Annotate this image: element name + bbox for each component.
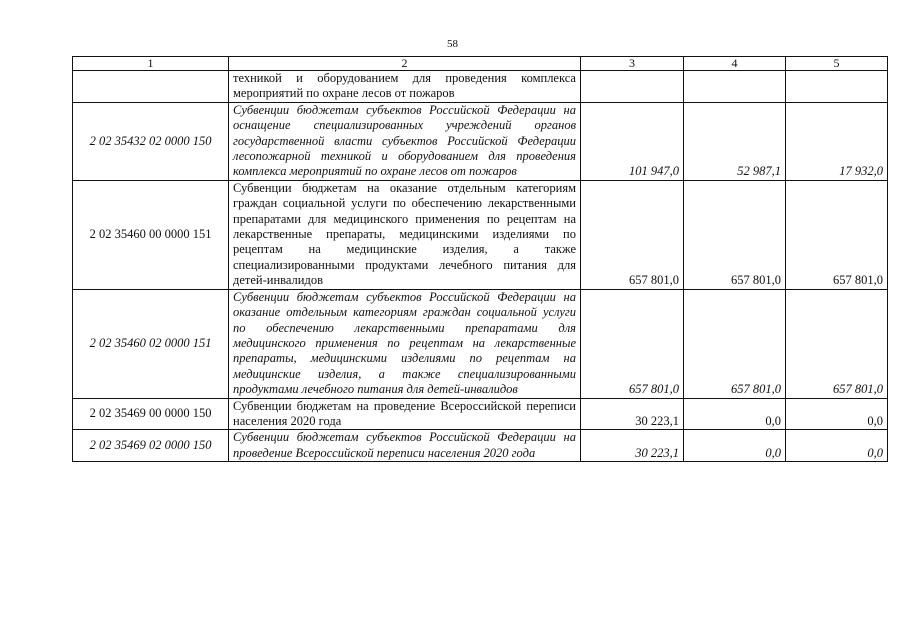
column-header: 3 [581,57,684,71]
table-row [73,430,888,462]
row-value-col4 [684,71,786,103]
row-code [73,71,229,103]
row-value-col5: 657 801,0 [786,180,888,289]
row-code: 2 02 35460 00 0000 151 [73,180,229,289]
table-row [73,398,888,430]
row-code: 2 02 35469 00 0000 150 [73,398,229,430]
row-code: 2 02 35469 02 0000 150 [73,430,229,462]
row-description: Субвенции бюджетам субъектов Российской Федерации на проведение Всероссийской переписи населения 2020 года [229,430,581,462]
column-header: 4 [684,57,786,71]
table-row [73,289,888,398]
row-description: Субвенции бюджетам субъектов Российской Федерации на оснащение специализированных учреждений органов государственной власти субъектов Российской Федерации лесопожарной техникой и оборудованием для проведения комплекса мероприятий по охране лесов от пожаров [229,102,581,180]
row-value-col5: 0,0 [786,398,888,430]
row-description: Субвенции бюджетам на оказание отдельным категориям граждан социальной услуги по обеспечению лекарственными препаратами для медицинского применения по рецептам на лекарственные препараты, медицинскими изделиями по рецептам на медицинские изделия, а также специализированными продуктами лечебного питания для детей-инвалидов [229,180,581,289]
page-number: 58 [447,38,458,50]
table-row [73,180,888,289]
row-value-col3 [581,71,684,103]
row-value-col5: 17 932,0 [786,102,888,180]
row-description: Субвенции бюджетам субъектов Российской Федерации на оказание отдельным категориям граждан социальной услуги по обеспечению лекарственными препаратами для медицинского применения по рецептам на лекарственные препараты, медицинскими изделиями по рецептам на медицинские изделия, а также специализированными продуктами лечебного питания для детей-инвалидов [229,289,581,398]
row-code: 2 02 35460 02 0000 151 [73,289,229,398]
row-value-col4: 52 987,1 [684,102,786,180]
row-value-col4: 0,0 [684,398,786,430]
row-value-col3: 657 801,0 [581,180,684,289]
row-value-col5: 0,0 [786,430,888,462]
row-value-col3: 657 801,0 [581,289,684,398]
column-header: 2 [229,57,581,71]
row-description: техникой и оборудованием для проведения комплекса мероприятий по охране лесов от пожаров [229,71,581,103]
row-value-col5: 657 801,0 [786,289,888,398]
table-row [73,102,888,180]
row-value-col3: 30 223,1 [581,430,684,462]
row-description: Субвенции бюджетам на проведение Всероссийской переписи населения 2020 года [229,398,581,430]
table-header-row [73,57,888,71]
column-header: 1 [73,57,229,71]
row-value-col4: 657 801,0 [684,180,786,289]
column-header: 5 [786,57,888,71]
table-row [73,71,888,103]
row-value-col3: 101 947,0 [581,102,684,180]
row-value-col3: 30 223,1 [581,398,684,430]
row-value-col5 [786,71,888,103]
row-value-col4: 0,0 [684,430,786,462]
row-value-col4: 657 801,0 [684,289,786,398]
budget-table [72,56,888,462]
row-code: 2 02 35432 02 0000 150 [73,102,229,180]
